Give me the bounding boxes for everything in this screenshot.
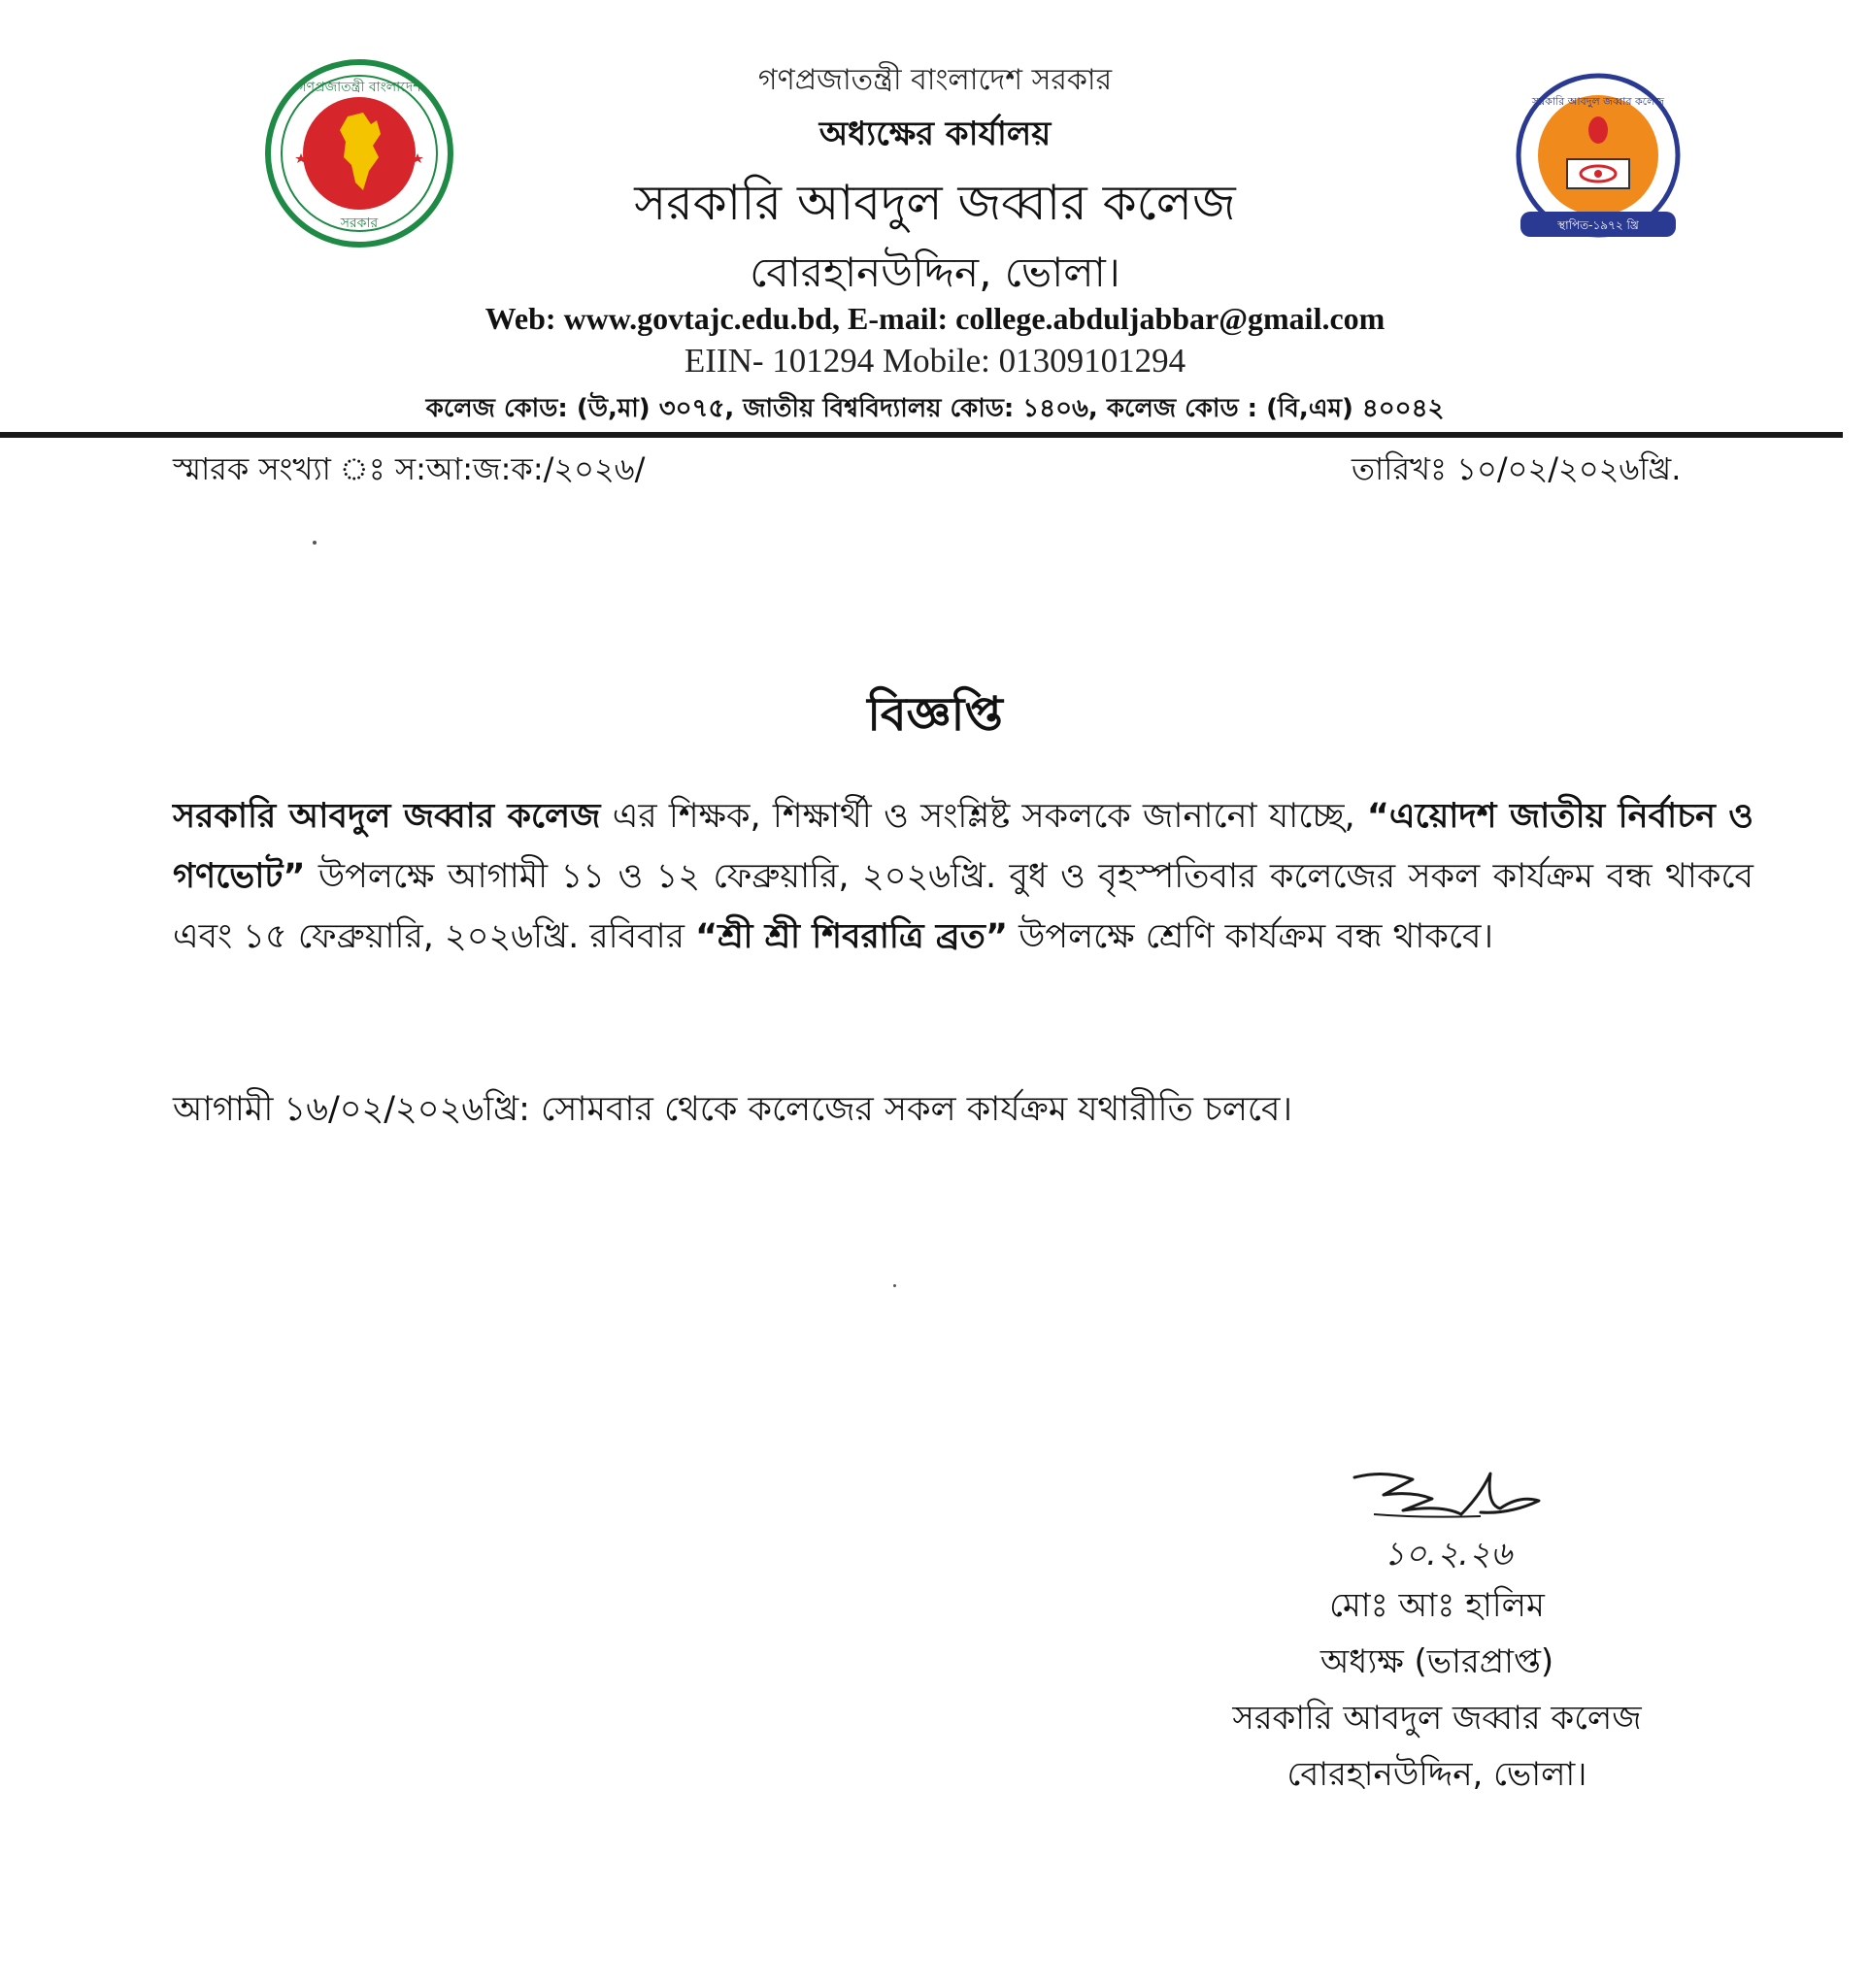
svg-text:স্থাপিত-১৯৭২ খ্রি: স্থাপিত-১৯৭২ খ্রি [1557, 218, 1639, 232]
signatory-name: মোঃ আঃ হালিম [1329, 1586, 1545, 1625]
signatory-title: অধ্যক্ষ (ভারপ্রাপ্ত) [1319, 1642, 1554, 1681]
office-line: অধ্যক্ষের কার্যালয় [818, 115, 1052, 153]
eiin-mobile-line: EIIN- 101294 Mobile: 01309101294 [684, 342, 1186, 380]
notice-paragraph [173, 786, 1753, 967]
paragraph-text: উপলক্ষে শ্রেণি কার্যক্রম বন্ধ থাকবে। [1007, 917, 1493, 956]
handwritten-signature [1345, 1466, 1568, 1582]
college-codes-line: কলেজ কোড: (উ,মা) ৩০৭৫, জাতীয় বিশ্ববিদ্যালয় কোড: ১৪০৬, কলেজ কোড : (বি,এম) ৪০০৪২ [425, 394, 1445, 423]
web-email-line: Web: www.govtajc.edu.bd, E-mail: college.abduljabbar@gmail.com [484, 301, 1386, 336]
scan-speck [313, 541, 317, 545]
paragraph-text: এর শিক্ষক, শিক্ষার্থী ও সংশ্লিষ্ট সকলকে জানানো যাচ্ছে, [600, 797, 1367, 836]
memo-number: স্মারক সংখ্যা ঃ স:আ:জ:ক:/২০২৬/ [173, 450, 646, 487]
festival-name-bold: “শ্রী শ্রী শিবরাত্রি ব্রত” [695, 917, 1008, 956]
notice-title: বিজ্ঞপ্তি [867, 687, 1003, 742]
college-name: সরকারি আবদুল জব্বার কলেজ [634, 175, 1236, 231]
government-line: গণপ্রজাতন্ত্রী বাংলাদেশ সরকার [757, 63, 1113, 97]
resume-paragraph: আগামী ১৬/০২/২০২৬খ্রি: সোমবার থেকে কলেজের সকল কার্যক্রম যথারীতি চলবে। [173, 1090, 1292, 1129]
election-name-bold: “এয়োদশ জাতীয় নির্বাচন ও গণভোট” [173, 797, 1754, 896]
svg-text:সরকার: সরকার [340, 215, 379, 231]
issue-date: তারিখঃ ১০/০২/২০২৬খ্রি. [1352, 450, 1682, 487]
svg-text:গণপ্রজাতন্ত্রী বাংলাদেশ: গণপ্রজাতন্ত্রী বাংলাদেশ [297, 80, 421, 95]
college-address: বোরহানউদ্দিন, ভোলা। [750, 248, 1120, 296]
scan-speck [893, 1284, 896, 1287]
header-divider [0, 432, 1843, 438]
signatory-address: বোরহানউদ্দিন, ভোলা। [1286, 1755, 1587, 1794]
signature-date: ১০.২.২৬ [1384, 1535, 1513, 1574]
svg-text:সরকারি আবদুল জব্বার কলেজ: সরকারি আবদুল জব্বার কলেজ [1531, 95, 1665, 108]
college-name-bold: সরকারি আবদুল জব্বার কলেজ [173, 797, 601, 836]
signatory-college: সরকারি আবদুল জব্বার কলেজ [1232, 1699, 1642, 1738]
paragraph-text: উপলক্ষে আগামী ১১ ও ১২ ফেব্রুয়ারি, ২০২৬খ্রি. বুধ ও বৃহস্পতিবার কলেজের সকল কার্যক্রম বন্ধ থাকবে এবং ১৫ ফেব্রুয়ারি, ২০২৬খ্রি. রবিবার [173, 857, 1753, 956]
